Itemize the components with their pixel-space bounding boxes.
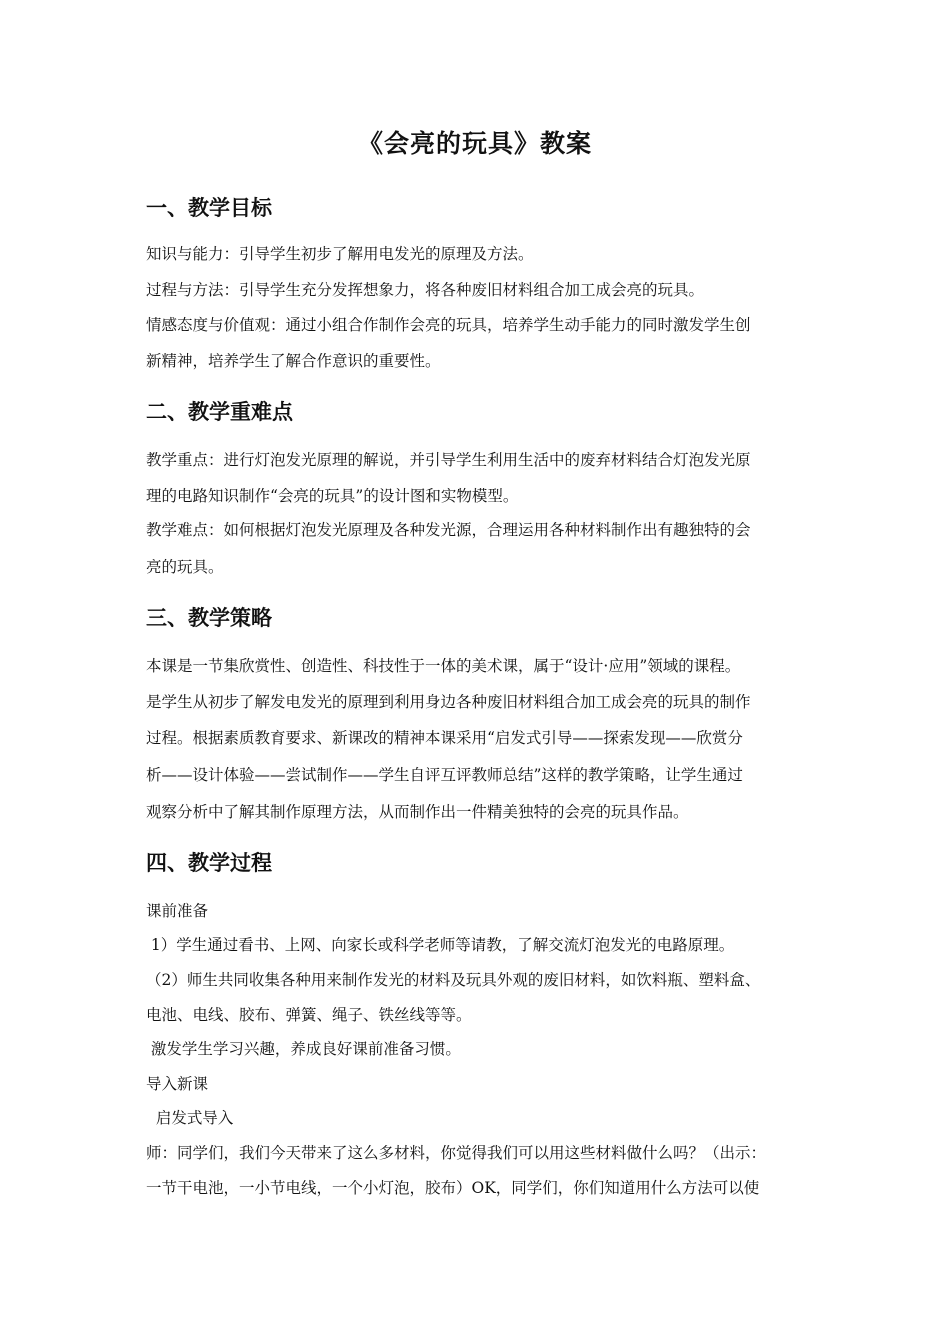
paragraph-line: 启发式导入 xyxy=(146,1109,234,1127)
paragraph-line: 教学难点：如何根据灯泡发光原理及各种发光源，合理运用各种材料制作出有趣独特的会 xyxy=(146,521,751,539)
paragraph-line: （2）师生共同收集各种用来制作发光的材料及玩具外观的废旧材料，如饮料瓶、塑料盒、 xyxy=(146,971,761,989)
paragraph-line: 情感态度与价值观：通过小组合作制作会亮的玩具，培养学生动手能力的同时激发学生创 xyxy=(146,316,751,334)
subheading-preparation: 课前准备 xyxy=(146,902,209,920)
section-heading-process: 四、教学过程 xyxy=(146,851,272,875)
paragraph-line: 过程与方法：引导学生充分发挥想象力，将各种废旧材料组合加工成会亮的玩具。 xyxy=(146,281,705,299)
paragraph-line: 一节干电池，一小节电线，一个小灯泡，胶布）OK，同学们，你们知道用什么方法可以使 xyxy=(146,1179,760,1197)
paragraph-line: 理的电路知识制作“会亮的玩具”的设计图和实物模型。 xyxy=(146,487,519,505)
paragraph-line: 1）学生通过看书、上网、向家长或科学老师等请教，了解交流灯泡发光的电路原理。 xyxy=(146,936,735,954)
paragraph-line: 电池、电线、胶布、弹簧、绳子、铁丝线等等。 xyxy=(146,1006,472,1024)
paragraph-line: 析——设计体验——尝试制作——学生自评互评教师总结”这样的教学策略，让学生通过 xyxy=(146,766,743,784)
paragraph-line: 亮的玩具。 xyxy=(146,558,224,576)
paragraph-line: 教学重点：进行灯泡发光原理的解说，并引导学生利用生活中的废弃材料结合灯泡发光原 xyxy=(146,451,751,469)
paragraph-line: 是学生从初步了解发电发光的原理到利用身边各种废旧材料组合加工成会亮的玩具的制作 xyxy=(146,693,751,711)
paragraph-line: 新精神，培养学生了解合作意识的重要性。 xyxy=(146,352,441,370)
section-heading-key-points: 二、教学重难点 xyxy=(146,400,293,424)
section-heading-strategy: 三、教学策略 xyxy=(146,606,272,630)
document-title: 《会亮的玩具》教案 xyxy=(357,129,592,158)
subheading-introduction: 导入新课 xyxy=(146,1075,209,1093)
section-heading-objectives: 一、教学目标 xyxy=(146,196,272,220)
paragraph-line: 知识与能力：引导学生初步了解用电发光的原理及方法。 xyxy=(146,245,534,263)
paragraph-line: 本课是一节集欣赏性、创造性、科技性于一体的美术课，属于“设计·应用”领域的课程。 xyxy=(146,657,741,675)
paragraph-line: 激发学生学习兴趣，养成良好课前准备习惯。 xyxy=(146,1040,461,1058)
paragraph-line: 师：同学们，我们今天带来了这么多材料，你觉得我们可以用这些材料做什么吗？（出示： xyxy=(146,1144,767,1162)
paragraph-line: 观察分析中了解其制作原理方法，从而制作出一件精美独特的会亮的玩具作品。 xyxy=(146,803,689,821)
paragraph-line: 过程。根据素质教育要求、新课改的精神本课采用“启发式引导——探索发现——欣赏分 xyxy=(146,729,743,747)
